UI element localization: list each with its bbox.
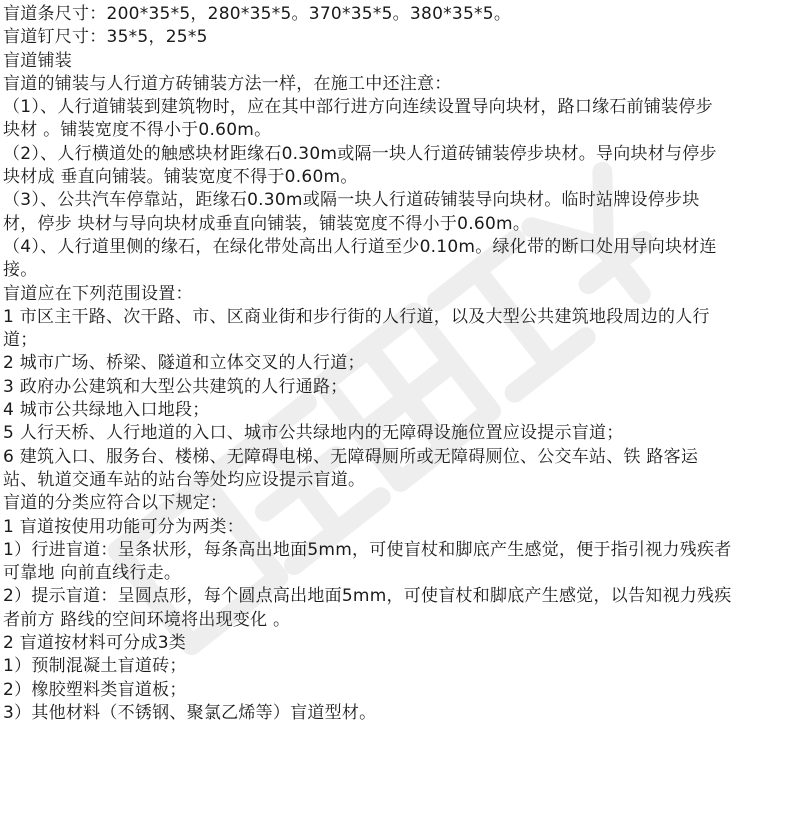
text-line: 3）其他材料（不锈钢、聚氯乙烯等）盲道型材。 — [3, 702, 377, 723]
text-line: 1）行进盲道：呈条状形，每条高出地面5mm，可使盲杖和脚底产生感觉，便于指引视力残疾者 — [3, 539, 732, 560]
text-line: （2）、人行横道处的触感块材距缘石0.30m或隔一块人行道砖铺装停步块材。导向块材与停步 — [3, 143, 717, 164]
text-line: 盲道的铺装与人行道方砖铺装方法一样，在施工中还注意： — [3, 73, 452, 94]
list-item: 道； — [3, 330, 38, 351]
list-item: 5 人行天桥、人行地道的入口、城市公共绿地内的无障碍设施位置应设提示盲道； — [3, 423, 624, 444]
text-line: 可靠地 向前直线行走。 — [3, 563, 182, 584]
list-item: 2 城市广场、桥梁、隧道和立体交叉的人行道； — [3, 353, 365, 374]
section-heading: 盲道的分类应符合以下规定： — [3, 493, 228, 514]
text-line: 材，停步 块材与导向块材成垂直向铺装，铺装宽度不得小于0.60m。 — [3, 213, 531, 234]
list-item: 6 建筑入口、服务台、楼梯、无障碍电梯、无障碍厕所或无障碍厕位、公交车站、铁 路客运 — [3, 446, 699, 467]
text-line: 块材成 垂直向铺装。铺装宽度不得于0.60m。 — [3, 167, 358, 188]
text-line: 1）预制混凝土盲道砖； — [3, 656, 187, 677]
text-line: 者前方 路线的空间环境将出现变化 。 — [3, 609, 291, 630]
text-line: （4）、人行道里侧的缘石，在绿化带处高出人行道至少0.10m。绿化带的断口处用导向块材连 — [3, 236, 717, 257]
text-line: 2）橡胶塑料类盲道板； — [3, 679, 187, 700]
section-heading: 盲道应在下列范围设置： — [3, 283, 193, 304]
section-heading: 盲道铺装 — [3, 50, 72, 71]
list-item: 3 政府办公建筑和大型公共建筑的人行通路； — [3, 376, 348, 397]
text-line: （3）、公共汽车停靠站，距缘石0.30m或隔一块人行道砖铺装导向块材。临时站牌设停步块 — [3, 190, 700, 211]
text-line: 盲道钉尺寸：35*5，25*5 — [3, 27, 208, 48]
text-line: 2 盲道按材料可分成3类 — [3, 633, 187, 654]
list-item: 1 市区主干路、次干路、市、区商业街和步行街的人行道，以及大型公共建筑地段周边的人行 — [3, 306, 710, 327]
list-item: 4 城市公共绿地入口地段； — [3, 400, 210, 421]
text-line: 盲道条尺寸：200*35*5，280*35*5。370*35*5。380*35*5。 — [3, 4, 512, 24]
list-item: 站、轨道交通车站的站台等处均应设提示盲道。 — [3, 469, 366, 490]
text-line: 块材 。铺装宽度不得小于0.60m。 — [3, 120, 272, 141]
text-line: 1 盲道按使用功能可分为两类： — [3, 516, 244, 537]
text-line: 接。 — [3, 260, 38, 281]
text-line: 2）提示盲道：呈圆点形，每个圆点高出地面5mm，可使盲杖和脚底产生感觉，以告知视力残疾 — [3, 586, 732, 607]
text-line: （1）、人行道铺装到建筑物时，应在其中部行进方向连续设置导向块材，路口缘石前铺装停步 — [3, 97, 713, 118]
